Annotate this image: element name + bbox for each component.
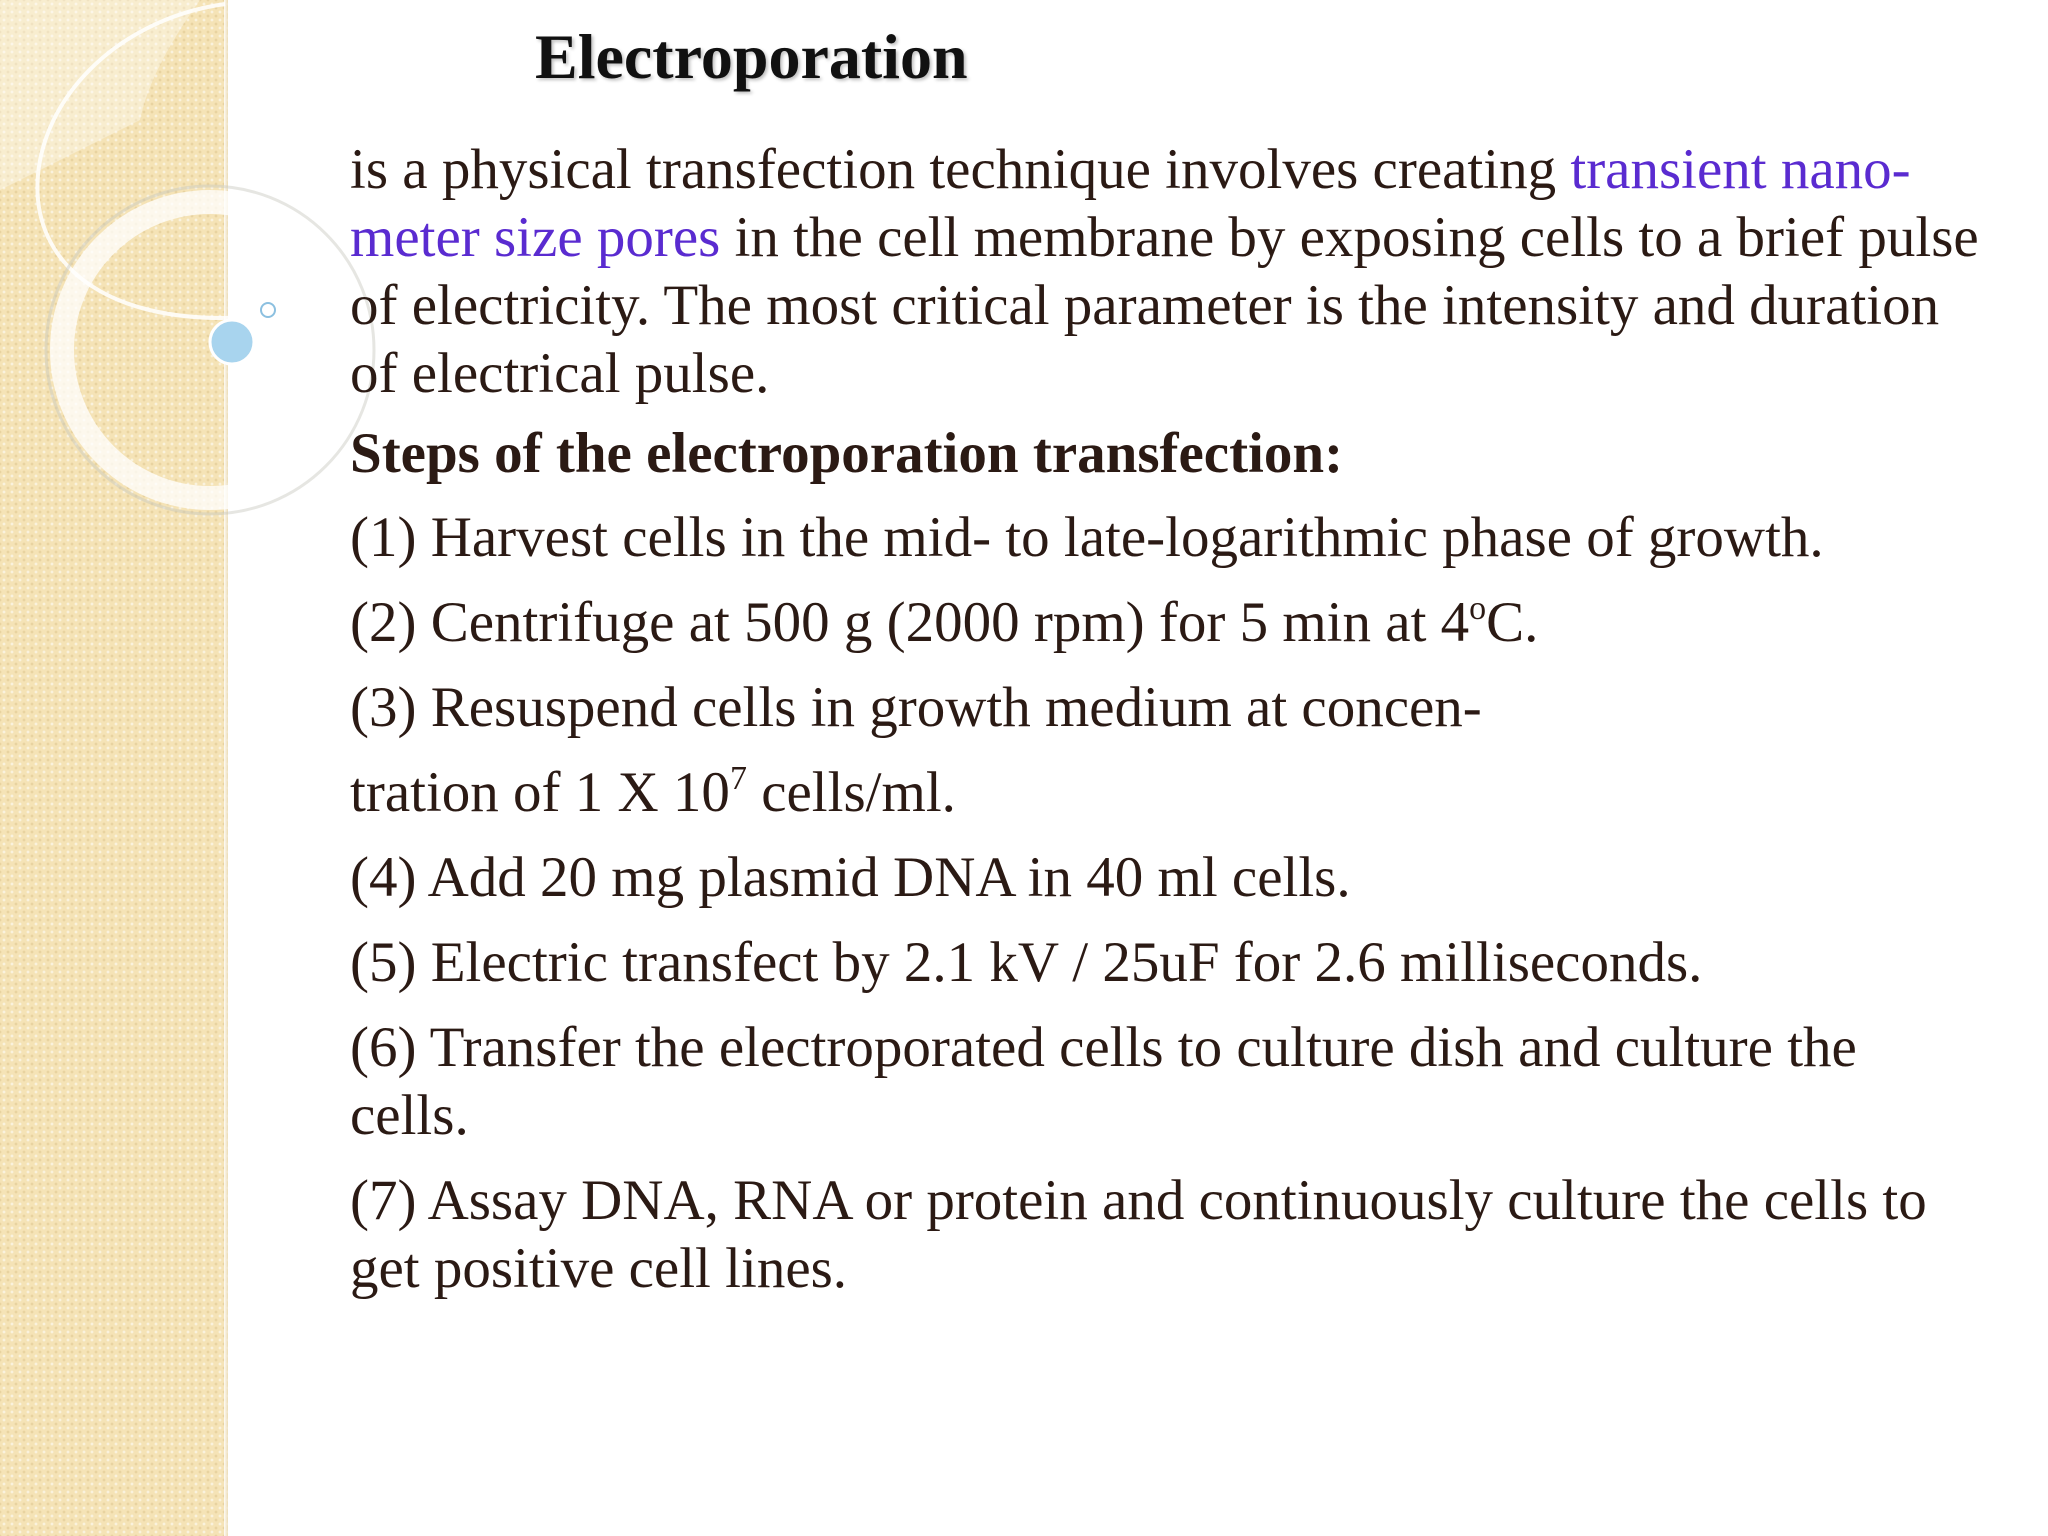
step-2-unit: C. bbox=[1486, 591, 1539, 654]
steps-heading: Steps of the electroporation transfection: bbox=[350, 422, 1344, 485]
step-7: (7) Assay DNA, RNA or protein and continuously culture the cells to get positive cell lines. bbox=[350, 1169, 1927, 1300]
step-5: (5) Electric transfect by 2.1 kV / 25uF for 2.6 milliseconds. bbox=[350, 931, 1703, 994]
step-6: (6) Transfer the electroporated cells to culture dish and culture the cells. bbox=[350, 1016, 1857, 1147]
intro-text-end: in the cell membrane by exposing cells to a brief pulse of electricity. The most critical parameter is the intensity and duration of electrical pulse. bbox=[350, 206, 1979, 405]
intro-text-start: is a physical transfection technique involves creating bbox=[350, 138, 1571, 201]
degree-superscript: o bbox=[1469, 590, 1487, 627]
step-1: (1) Harvest cells in the mid- to late-logarithmic phase of growth. bbox=[350, 506, 1824, 569]
step-2 bbox=[350, 589, 1980, 657]
step-3-line-1: (3) Resuspend cells in growth medium at concen- bbox=[350, 676, 1482, 739]
highlighted-phrase: transient nano-meter size pores bbox=[350, 138, 1911, 269]
step-2-text: (2) Centrifuge at 500 g (2000 rpm) for 5 min at 4 bbox=[350, 591, 1470, 654]
step-3-line-2 bbox=[350, 759, 1980, 827]
step-3-unit: cells/ml. bbox=[746, 761, 956, 824]
slide-body bbox=[350, 136, 1980, 1320]
step-3-text: tration of 1 X 10 bbox=[350, 761, 730, 824]
bullet-dot-small bbox=[261, 303, 275, 317]
step-4: (4) Add 20 mg plasmid DNA in 40 ml cells. bbox=[350, 846, 1351, 909]
decorative-circles bbox=[0, 0, 330, 520]
intro-paragraph bbox=[350, 136, 1980, 408]
slide-title: Electroporation bbox=[535, 21, 968, 92]
bullet-dot-large bbox=[210, 320, 254, 364]
exponent-superscript: 7 bbox=[729, 760, 747, 797]
